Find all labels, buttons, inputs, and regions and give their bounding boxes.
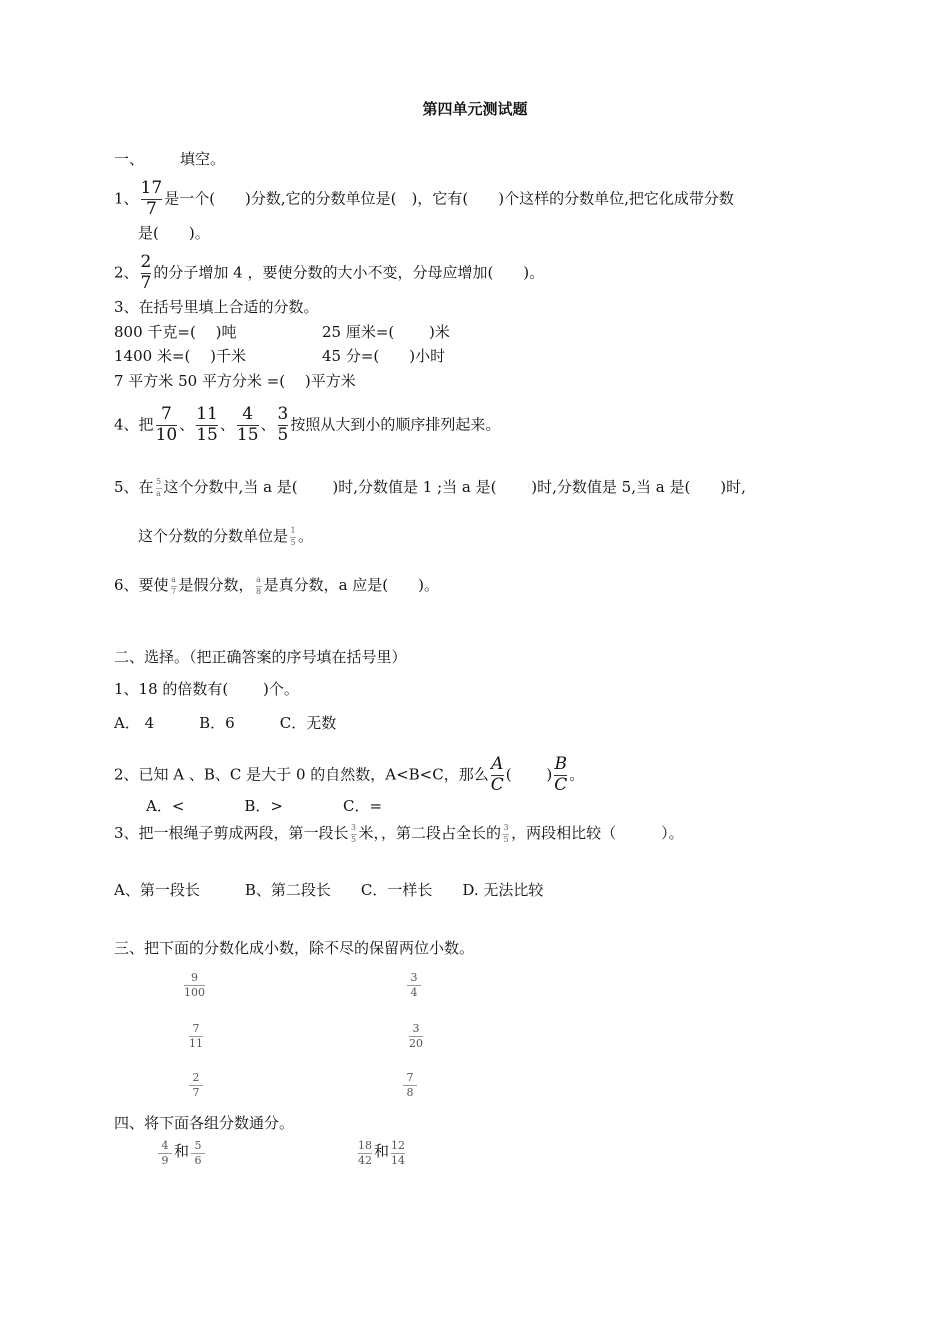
section-1-heading: 一、 填空。 (114, 150, 226, 168)
fraction-B-C: $\frac{B}{C}$ (554, 754, 568, 795)
conversion-row-3: 7 平方米 50 平方分米 =( )平方米 (114, 372, 356, 390)
conversion-row-1b: 25 厘米=( )米 (322, 323, 450, 341)
conversion-row-1a: 800 千克=( )吨 (114, 323, 237, 341)
fraction-a-8: $\frac{a}{8}$ (256, 575, 262, 596)
fraction-12-14: $\frac{12}{14}$ (391, 1139, 406, 1167)
conversion-row-2b: 45 分=( )小时 (322, 347, 446, 365)
section-3-heading: 三、把下面的分数化成小数，除不尽的保留两位小数。 (114, 939, 475, 957)
question-1-5: 5、在 $\frac{5}{a}$ 这个分数中,当 a 是( )时,分数值是 1 ;当 a 是( )时,分数值是 5,当 a 是( )时, (114, 477, 746, 498)
fraction-11-15: $\frac{11}{15}$ (196, 404, 218, 445)
fraction-2-7: $\frac{2}{7}$ (140, 252, 152, 293)
page-title: 第四单元测试题 (422, 100, 528, 118)
fraction-3-5-b: $\frac{3}{5}$ (503, 823, 509, 844)
question-2-1-options: A． 4 B．6 C．无数 (114, 714, 337, 732)
fraction-17-7: $\frac{17}{7}$ (140, 178, 163, 219)
common-denominator-group-2: $\frac{18}{42}$ 和 $\frac{12}{14}$ (358, 1139, 406, 1167)
fraction-a-7: $\frac{a}{7}$ (171, 575, 177, 596)
question-2-2-options: A．< B．> C．= (146, 797, 383, 815)
question-2-3-options: A、第一段长 B、第二段长 C．一样长 D. 无法比较 (114, 881, 544, 899)
question-1-6: 6、要使 $\frac{a}{7}$ 是假分数， $\frac{a}{8}$ 是真分数，a 应是( )。 (114, 575, 439, 596)
fraction-4-15: $\frac{4}{15}$ (236, 404, 259, 445)
question-2-1: 1、18 的倍数有( )个。 (114, 680, 299, 698)
section-2-heading: 二、选择。（把正确答案的序号填在括号里） (114, 648, 407, 666)
fraction-7-8: 7 8 (403, 1072, 417, 1098)
fraction-9-100: 9 100 (184, 971, 205, 999)
question-2-2: 2、已知 A 、B、C 是大于 0 的自然数，A<B<C，那么 $\frac{A}{C}$ ( ) $\frac{B}{C}$ 。 (114, 754, 585, 795)
question-1-2: 2、 $\frac{2}{7}$ 的分子增加 4 ，要使分数的大小不变，分母应增加( )。 (114, 252, 545, 293)
question-1-1-cont: 是( )。 (138, 224, 210, 242)
fraction-4-9: $\frac{4}{9}$ (158, 1140, 172, 1166)
fraction-18-42: $\frac{18}{42}$ (358, 1139, 372, 1167)
question-1-1: 1、 $\frac{17}{7}$ 是一个( )分数,它的分数单位是( )，它有( )个这样的分数单位,把它化成带分数 (114, 178, 734, 219)
fraction-7-11: 7 11 (189, 1022, 203, 1050)
fraction-5-a: $\frac{5}{a}$ (156, 477, 162, 498)
question-1-3-heading: 3、在括号里填上合适的分数。 (114, 298, 319, 316)
common-denominator-group-1: $\frac{4}{9}$ 和 $\frac{5}{6}$ (156, 1140, 207, 1166)
fraction-3-20: 3 20 (409, 1022, 423, 1050)
question-1-4: 4、把 $\frac{7}{10}$ 、 $\frac{11}{15}$ 、 $\frac{4}{15}$ 、 $\frac{3}{5}$ 按照从大到小的顺序排列起来。 (114, 404, 501, 445)
fraction-3-5: $\frac{3}{5}$ (277, 404, 289, 445)
section-4-heading: 四、将下面各组分数通分。 (114, 1114, 295, 1132)
fraction-1-5: $\frac{1}{5}$ (290, 526, 296, 547)
question-2-3: 3、把一根绳子剪成两段，第一段长 $\frac{3}{5}$ 米，，第二段占全长的 $\frac{3}{5}$ ，两段相比较（ ）。 (114, 823, 684, 844)
conversion-row-2a: 1400 米=( )千米 (114, 347, 246, 365)
fraction-3-5-a: $\frac{3}{5}$ (351, 823, 357, 844)
fraction-5-6: $\frac{5}{6}$ (191, 1140, 205, 1166)
fraction-7-10: $\frac{7}{10}$ (155, 404, 178, 445)
fraction-2-7-decimal: 2 7 (189, 1072, 203, 1098)
fraction-3-4: 3 4 (407, 972, 421, 998)
fraction-A-C: $\frac{A}{C}$ (490, 754, 504, 795)
question-1-5-cont: 这个分数的分数单位是 $\frac{1}{5}$ 。 (138, 526, 314, 547)
